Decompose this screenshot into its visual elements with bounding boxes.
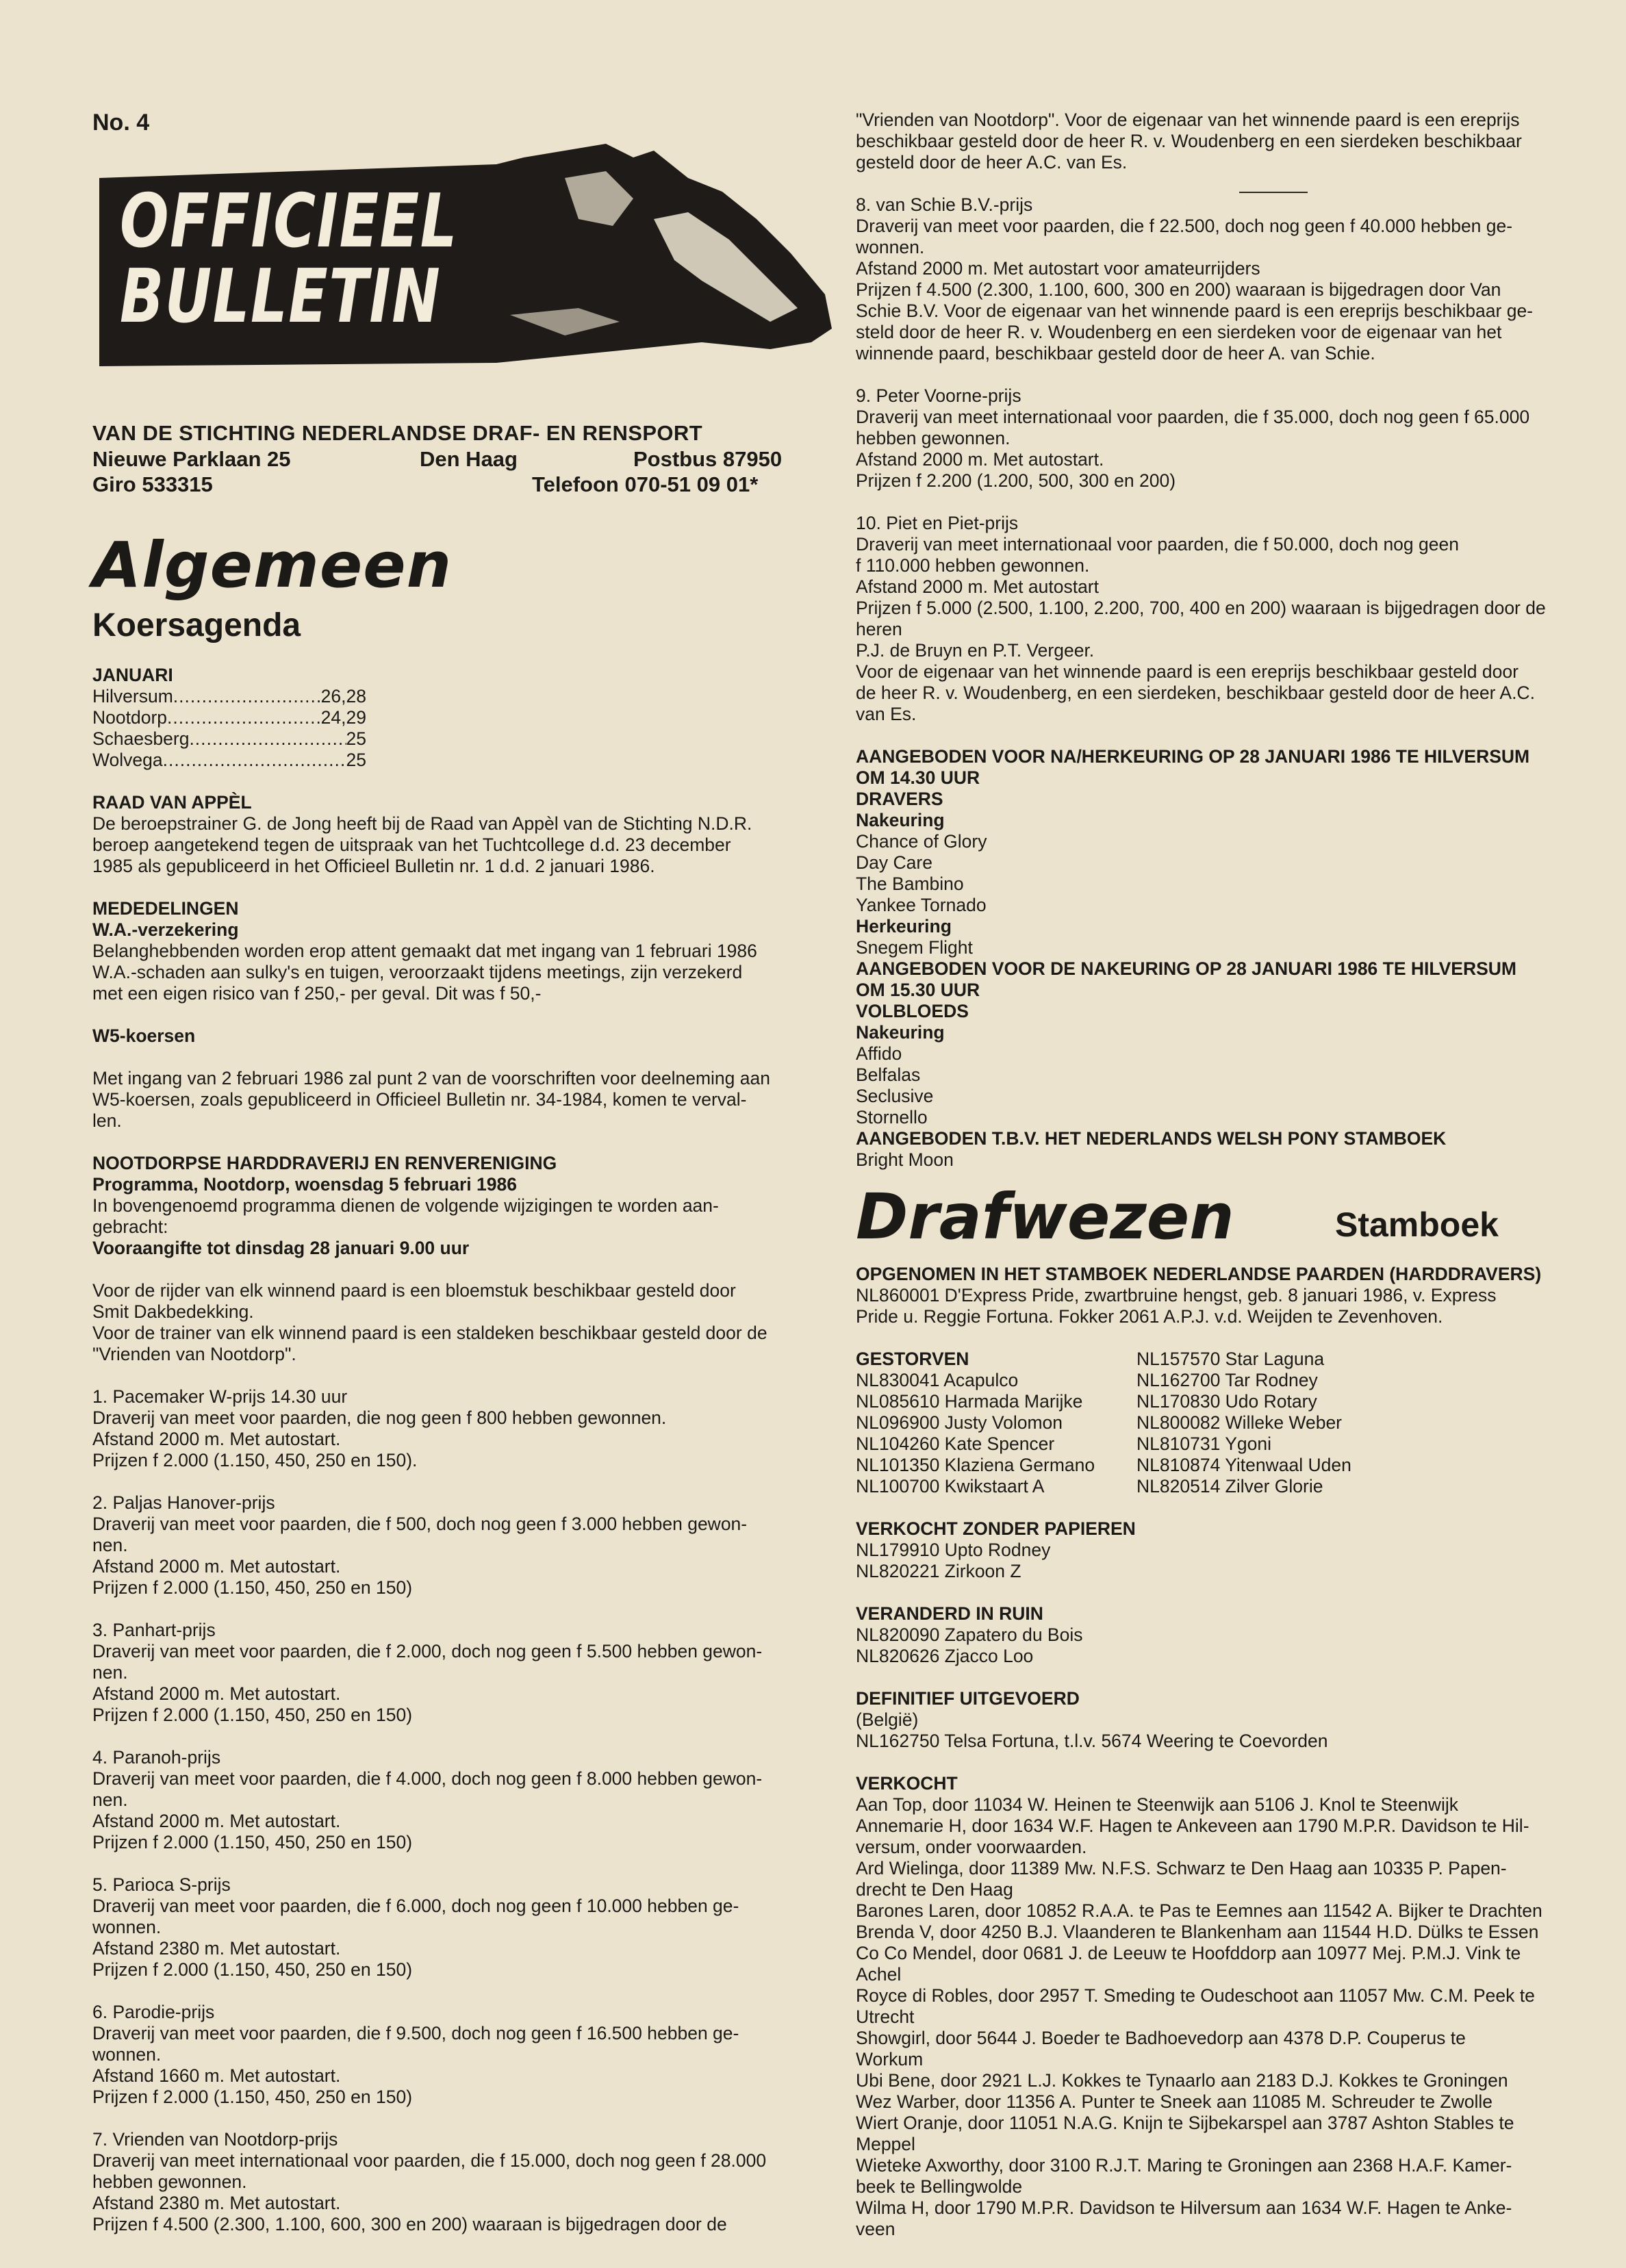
registry-entry: NL162700 Tar Rodney [1136,1370,1318,1390]
race-entry [92,1747,825,1853]
race-line: Afstand 2380 m. Met autostart. [92,2193,341,2213]
race-line: Draverij van meet voor paarden, die f 6.000, doch nog geen f 10.000 hebben ge- [92,1896,739,1916]
horse-name: Affido [856,1043,902,1064]
nakeuring-heading-2: Nakeuring [856,1022,945,1043]
raad-line: beroep aangetekend tegen de uitspraak van het Tuchtcollege d.d. 23 december [92,834,731,855]
race-title: 2. Paljas Hanover-prijs [92,1492,275,1513]
right-intro-line: "Vrienden van Nootdorp". Voor de eigenaar van het winnende paard is een ereprijs [856,110,1520,130]
wa-heading: W.A.-verzekering [92,919,239,940]
race-line: hebben gewonnen. [856,428,1011,448]
sale-entry: Ard Wielinga, door 11389 Mw. N.F.S. Schwarz te Den Haag aan 10335 P. Papen- [856,1858,1507,1878]
agenda-item: Wolvega ..... 25 [92,750,366,771]
right-intro-line: beschikbaar gesteld door de heer R. v. Woudenberg en een sierdeken beschikbaar [856,131,1522,151]
horse-name: Bright Moon [856,1149,954,1170]
raad-heading: RAAD VAN APPÈL [92,792,252,813]
wa-line: met een eigen risico van f 250,- per geval. Dit was f 50,- [92,983,542,1004]
section-title-drafwezen: Drafwezen [856,1180,1234,1253]
race-line: Afstand 2000 m. Met autostart. [92,1429,341,1449]
sale-entry: Wilma H, door 1790 M.P.R. Davidson te Hilversum aan 1634 W.F. Hagen te Anke- [856,2197,1512,2218]
race-line: Draverij van meet internationaal voor paarden, die f 15.000, doch nog geen f 28.000 [92,2150,767,2171]
keuring-heading-1: AANGEBODEN VOOR NA/HERKEURING OP 28 JANUARI 1986 TE HILVERSUM [856,746,1530,767]
ruin-heading: VERANDERD IN RUIN [856,1603,1043,1624]
sale-entry: Wiert Oranje, door 11051 N.A.G. Knijn te Sijbekarspel aan 3787 Ashton Stables te [856,2113,1514,2133]
sale-entry: Achel [856,1964,902,1985]
race-line: steld door de heer R. v. Woudenberg en een sierdeken voor de eigenaar van het [856,322,1502,342]
sale-entry: Meppel [856,2134,915,2154]
sale-entry: Wez Warber, door 11356 A. Punter te Sneek aan 11085 M. Schreuder te Zwolle [856,2091,1492,2112]
agenda-item: Schaesberg ..... 25 [92,728,366,750]
keuring-heading-1b: OM 14.30 UUR [856,767,980,788]
race-line: Draverij van meet voor paarden, die f 4.000, doch nog geen f 8.000 hebben gewon- [92,1768,763,1789]
sale-entry: Annemarie H, door 1634 W.F. Hagen te Ankeveen aan 1790 M.P.R. Davidson te Hil- [856,1815,1529,1836]
sale-entry: Workum [856,2049,924,2069]
dravers-heading: DRAVERS [856,789,943,809]
mededelingen-heading: MEDEDELINGEN [92,898,239,919]
race-line: Afstand 2000 m. Met autostart. [856,449,1104,470]
horse-name: The Bambino [856,874,964,894]
sale-entry: Showgirl, door 5644 J. Boeder te Badhoevedorp aan 4378 D.P. Couperus te [856,2028,1466,2048]
horse-name: Day Care [856,852,932,873]
registry-entry: NL820514 Zilver Glorie [1136,1476,1323,1496]
race-line: nen. [92,1789,128,1810]
race-line: Prijzen f 2.000 (1.150, 450, 250 en 150) [92,1832,413,1852]
gestorven-heading: GESTORVEN [856,1349,969,1369]
race-title: 7. Vrienden van Nootdorp-prijs [92,2129,338,2150]
address-street: Nieuwe Parklaan 25 [92,447,291,471]
race-line: Draverij van meet voor paarden, die f 22.500, doch nog geen f 40.000 hebben ge- [856,216,1513,236]
race-line: Afstand 2000 m. Met autostart voor amateurrijders [856,258,1260,279]
race-line: van Es. [856,704,917,724]
horse-name: Chance of Glory [856,831,987,852]
race-line: Prijzen f 2.000 (1.150, 450, 250 en 150) [92,2087,413,2107]
w5-line: Met ingang van 2 februari 1986 zal punt 2 van de voorschriften voor deelneming aan [92,1068,770,1088]
race-entry [92,2129,825,2235]
race-title: 10. Piet en Piet-prijs [856,513,1019,533]
organisation-name: VAN DE STICHTING NEDERLANDSE DRAF- EN RENSPORT [92,421,703,445]
prizes-line: "Vrienden van Nootdorp". [92,1344,296,1364]
race-entry [92,1386,825,1471]
race-entry [92,1620,825,1726]
sale-entry: veen [856,2219,895,2239]
keuring-heading-2b: OM 15.30 UUR [856,980,980,1000]
registry-entry: NL100700 Kwikstaart A [856,1476,1045,1496]
race-line: Draverij van meet voor paarden, die f 500, doch nog geen f 3.000 hebben gewon- [92,1514,748,1534]
logo-title-line1: OFFICIEEL [120,179,459,264]
registry-entry: NL820221 Zirkoon Z [856,1561,1021,1581]
telephone: Telefoon 070-51 09 01* [532,472,759,496]
race-line: Afstand 2000 m. Met autostart [856,576,1099,597]
logo-title-line2: BULLETIN [120,254,442,340]
pony-heading: AANGEBODEN T.B.V. HET NEDERLANDS WELSH PONY STAMBOEK [856,1128,1447,1149]
race-entry [856,385,1595,492]
race-line: P.J. de Bruyn en P.T. Vergeer. [856,640,1095,661]
race-list-left [92,1386,825,2235]
divider [1239,192,1308,193]
race-line: Afstand 2000 m. Met autostart. [92,1683,341,1704]
race-line: Draverij van meet internationaal voor paarden, die f 50.000, doch nog geen [856,534,1459,555]
race-entry [856,513,1595,725]
race-line: hebben gewonnen. [92,2171,247,2192]
race-line: Prijzen f 2.000 (1.150, 450, 250 en 150) [92,1959,413,1980]
keuring-heading-2: AANGEBODEN VOOR DE NAKEURING OP 28 JANUARI 1986 TE HILVERSUM [856,958,1516,979]
herkeuring-heading: Herkeuring [856,916,952,936]
section-title-algemeen: Algemeen [92,528,453,602]
gestorven-col-1 [856,1349,1136,1497]
race-line: Afstand 2380 m. Met autostart. [92,1938,341,1959]
verkocht-heading: VERKOCHT [856,1773,958,1794]
gestorven-col-2 [1136,1349,1561,1497]
w5-heading: W5-koersen [92,1025,196,1046]
race-line: nen. [92,1535,128,1555]
verkocht-list [856,1794,1595,2240]
sale-entry: Utrecht [856,2006,915,2027]
agenda-list [92,686,825,771]
race-line: Draverij van meet voor paarden, die f 2.000, doch nog geen f 5.500 hebben gewon- [92,1641,763,1661]
horse-name: Stornello [856,1107,928,1127]
race-entry [856,194,1595,364]
race-line: winnende paard, beschikbaar gesteld door de heer A. van Schie. [856,343,1375,364]
registry-entry: NL820090 Zapatero du Bois [856,1624,1083,1645]
registry-entry: NL800082 Willeke Weber [1136,1412,1343,1433]
agenda-month: JANUARI [92,665,173,685]
registry-entry: NL820626 Zjacco Loo [856,1646,1034,1666]
sale-entry: Brenda V, door 4250 B.J. Vlaanderen te Blankenham aan 11544 H.D. Dülks te Essen [856,1922,1539,1942]
registry-entry: NL830041 Acapulco [856,1370,1019,1390]
race-entry [92,1492,825,1598]
race-title: 9. Peter Voorne-prijs [856,385,1021,406]
race-line: f 110.000 hebben gewonnen. [856,555,1090,576]
wa-line: W.A.-schaden aan sulky's en tuigen, veroorzaakt tijdens meetings, zijn verzekerd [92,962,743,982]
uitgevoerd-heading: DEFINITIEF UITGEVOERD [856,1688,1080,1709]
race-line: Afstand 1660 m. Met autostart. [92,2065,341,2086]
race-line: wonnen. [92,2044,162,2065]
race-line: Prijzen f 2.000 (1.150, 450, 250 en 150) [92,1705,413,1725]
nootdorp-intro-line: gebracht: [92,1216,168,1237]
left-column [92,110,825,2256]
prizes-line: Smit Dakbedekking. [92,1301,254,1322]
opgenomen-line: Pride u. Reggie Fortuna. Fokker 2061 A.P.J. v.d. Weijden te Zevenhoven. [856,1306,1443,1327]
drafwezen-header [856,1180,1595,1254]
race-entry [92,2002,825,2108]
registry-entry: NL810731 Ygoni [1136,1434,1271,1454]
race-title: 6. Parodie-prijs [92,2002,215,2022]
registry-entry: (België) [856,1709,919,1730]
registry-entry: NL179910 Upto Rodney [856,1540,1051,1560]
right-column [856,110,1595,2240]
nootdorp-intro-line: In bovengenoemd programma dienen de volgende wijzigingen te worden aan- [92,1195,719,1216]
w5-line: W5-koersen, zoals gepubliceerd in Officieel Bulletin nr. 34-1984, komen te verval- [92,1089,747,1110]
sale-entry: Co Co Mendel, door 0681 J. de Leeuw te Hoofddorp aan 10977 Mej. P.M.J. Vink te [856,1943,1521,1963]
w5-line: len. [92,1110,122,1131]
agenda-item: Nootdorp ..... 24,29 [92,707,366,728]
race-list-right [856,194,1595,725]
registry-entry: NL096900 Justy Volomon [856,1412,1063,1433]
race-line: Schie B.V. Voor de eigenaar van het winnende paard is een ereprijs beschikbaar ge- [856,301,1534,321]
sale-entry: Royce di Robles, door 2957 T. Smeding te Oudeschoot aan 11057 Mw. C.M. Peek te [856,1985,1535,2006]
zonder-papieren-heading: VERKOCHT ZONDER PAPIEREN [856,1518,1136,1539]
registry-entry: NL162750 Telsa Fortuna, t.l.v. 5674 Weering te Coevorden [856,1731,1328,1751]
registry-entry: NL170830 Udo Rotary [1136,1391,1317,1412]
sale-entry: Ubi Bene, door 2921 L.J. Kokkes te Tynaarlo aan 2183 D.J. Kokkes te Groningen [856,2070,1508,2091]
horse-name: Yankee Tornado [856,895,987,915]
address-city: Den Haag [420,447,518,471]
nakeuring-heading: Nakeuring [856,810,945,830]
race-line: Prijzen f 2.000 (1.150, 450, 250 en 150). [92,1450,418,1470]
prizes-line: Voor de trainer van elk winnend paard is een staldeken beschikbaar gesteld door de [92,1323,767,1343]
race-line: Prijzen f 2.200 (1.200, 500, 300 en 200) [856,470,1176,491]
race-line: Draverij van meet voor paarden, die nog geen f 800 hebben gewonnen. [92,1407,667,1428]
race-title: 1. Pacemaker W-prijs 14.30 uur [92,1386,348,1407]
opgenomen-line: NL860001 D'Express Pride, zwartbruine hengst, geb. 8 januari 1986, v. Express [856,1285,1497,1305]
race-line: nen. [92,1662,128,1683]
sale-entry: drecht te Den Haag [856,1879,1013,1900]
sale-entry: Wieteke Axworthy, door 3100 R.J.T. Maring te Groningen aan 2368 H.A.F. Kamer- [856,2155,1512,2176]
masthead [92,110,825,496]
race-title: 5. Parioca S-prijs [92,1874,231,1895]
issue-number: No. 4 [92,110,150,136]
sale-entry: versum, onder voorwaarden. [856,1837,1087,1857]
nootdorp-heading: NOOTDORPSE HARDDRAVERIJ EN RENVERENIGING [92,1153,557,1173]
gestorven-block [856,1349,1595,1497]
subtitle-stamboek: Stamboek [1335,1206,1499,1244]
horse-name: Snegem Flight [856,937,973,958]
sale-entry: Aan Top, door 11034 W. Heinen te Steenwijk aan 5106 J. Knol te Steenwijk [856,1794,1458,1815]
registry-entry: NL810874 Yitenwaal Uden [1136,1455,1351,1475]
right-intro-line: gesteld door de heer A.C. van Es. [856,152,1128,173]
volbloeds-heading: VOLBLOEDS [856,1001,969,1021]
subtitle-koersagenda: Koersagenda [92,607,301,644]
raad-line: De beroepstrainer G. de Jong heeft bij de Raad van Appèl van de Stichting N.D.R. [92,813,752,834]
registry-entry: NL104260 Kate Spencer [856,1434,1055,1454]
race-line: Draverij van meet internationaal voor paarden, die f 35.000, doch nog geen f 65.000 [856,407,1530,427]
race-title: 4. Paranoh-prijs [92,1747,221,1768]
race-entry [92,1874,825,1980]
race-line: Afstand 2000 m. Met autostart. [92,1811,341,1831]
race-title: 8. van Schie B.V.-prijs [856,194,1033,215]
prizes-line: Voor de rijder van elk winnend paard is een bloemstuk beschikbaar gesteld door [92,1280,736,1301]
raad-line: 1985 als gepubliceerd in het Officieel Bulletin nr. 1 d.d. 2 januari 1986. [92,856,655,876]
postbus: Postbus 87950 [633,447,783,471]
wa-line: Belanghebbenden worden erop attent gemaakt dat met ingang van 1 februari 1986 [92,941,757,961]
race-line: Voor de eigenaar van het winnende paard is een ereprijs beschikbaar gesteld door [856,661,1519,682]
registry-entry: NL101350 Klaziena Germano [856,1455,1095,1475]
registry-entry: NL085610 Harmada Marijke [856,1391,1083,1412]
registry-entry: NL157570 Star Laguna [1136,1349,1325,1369]
race-line: Prijzen f 4.500 (2.300, 1.100, 600, 300 en 200) waaraan is bijgedragen door de [92,2214,727,2234]
race-line: Prijzen f 5.000 (2.500, 1.100, 2.200, 700, 400 en 200) waaraan is bijgedragen door de heren [856,598,1546,639]
sale-entry: Barones Laren, door 10852 R.A.A. te Pas te Eemnes aan 11542 A. Bijker te Drachten [856,1900,1542,1921]
race-line: Draverij van meet voor paarden, die f 9.500, doch nog geen f 16.500 hebben ge- [92,2023,739,2043]
race-line: wonnen. [92,1917,162,1937]
vooraangifte: Vooraangifte tot dinsdag 28 januari 9.00 uur [92,1238,470,1258]
race-title: 3. Panhart-prijs [92,1620,216,1640]
race-line: Afstand 2000 m. Met autostart. [92,1556,341,1577]
horse-name: Seclusive [856,1086,934,1106]
sale-entry: beek te Bellingwolde [856,2176,1023,2197]
race-line: de heer R. v. Woudenberg, en een sierdeken, beschikbaar gesteld door de heer A.C. [856,683,1535,703]
race-line: wonnen. [856,237,925,257]
horse-name: Belfalas [856,1065,921,1085]
race-line: Prijzen f 2.000 (1.150, 450, 250 en 150) [92,1577,413,1598]
agenda-item: Hilversum ..... 26,28 [92,686,366,707]
opgenomen-heading: OPGENOMEN IN HET STAMBOEK NEDERLANDSE PAARDEN (HARDDRAVERS) [856,1264,1542,1284]
nootdorp-subheading: Programma, Nootdorp, woensdag 5 februari 1986 [92,1174,517,1195]
race-line: Prijzen f 4.500 (2.300, 1.100, 600, 300 en 200) waaraan is bijgedragen door Van [856,279,1501,300]
giro: Giro 533315 [92,472,213,496]
